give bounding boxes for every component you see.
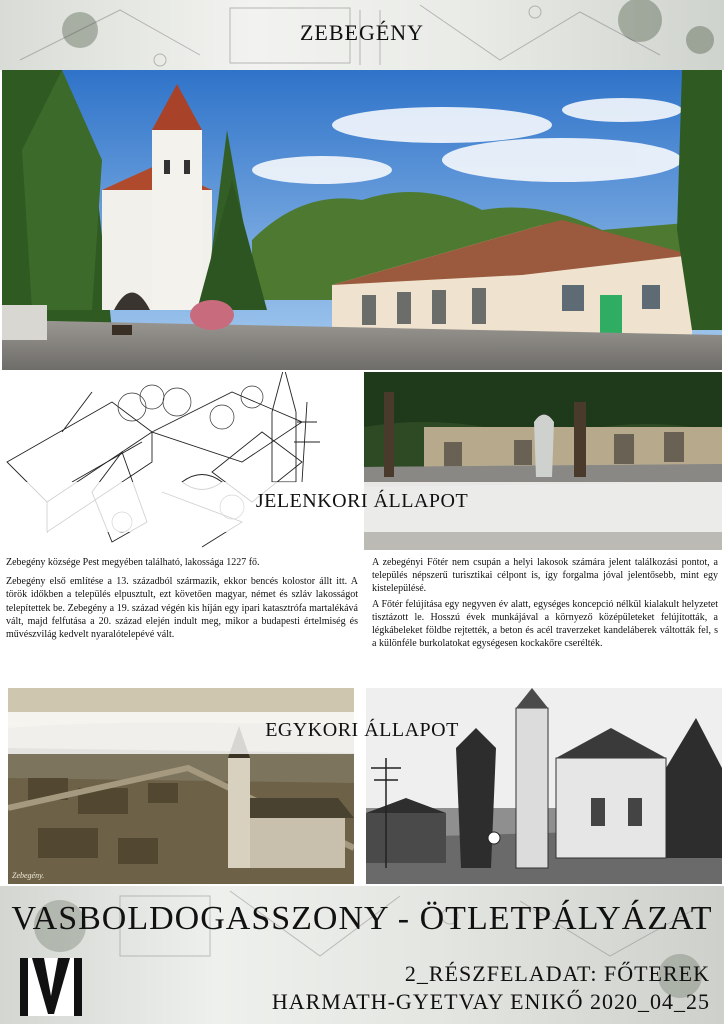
text-column-right [372,556,718,656]
author-date-label: HARMATH-GYETVAY ENIKŐ 2020_04_25 [271,989,710,1014]
former-state-label: EGYKORI ÁLLAPOT [265,719,459,741]
v-logo [18,956,84,1018]
competition-title: VASBOLDOGASSZONY - ÖTLETPÁLYÁZAT [11,900,713,937]
history-paragraph: Zebegény első említése a 13. századból származik, ekkor bencés kolostor állt itt. A török időkben a település elpusztult, ezt követően magyar, német és szláv lakosságot telepítettek be. Zebegény a 19. század végén kis híján egy ipari katasztrófa martalékává vált, majd felfutása a 20. század elején indult meg, mikor a budapesti értelmiség és művészvilág kedvelt nyaralótelepévé vált. [6,576,358,641]
text-column-left [6,556,358,647]
task-label: 2_RÉSZFELADAT: FŐTEREK [404,961,710,986]
renovation-paragraph: A Főtér felújítása egy negyven év alatt, egységes koncepció nélkül kialakult helyzetet tisztázott le. Hosszú évek munkájával a környező középületeket felújították, a légkábeleket földbe rejtették, a beton és acél traverzeket kandeláberek váltották fel, s a különféle burkolatokat egységesen kockakőre cserélték. [372,598,718,650]
intro-paragraph: Zebegény községe Pest megyében található, lakossága 1227 fő. [6,557,260,568]
postcard-caption: Zebegény. [12,871,45,880]
archive-bw-photo [366,688,722,884]
current-state-label: JELENKORI ÁLLAPOT [255,490,469,512]
footer-subtitle-block [272,960,710,1016]
page-title: ZEBEGÉNY [299,20,425,45]
square-role-paragraph: A zebegényi Főtér nem csupán a helyi lakosok számára jelent találkozási pontot, a település népszerű turisztikai célpont is, így forgalma jóval jelentősebb, mint egy kistelepülésé. [372,557,718,595]
main-square-photo [2,70,722,370]
